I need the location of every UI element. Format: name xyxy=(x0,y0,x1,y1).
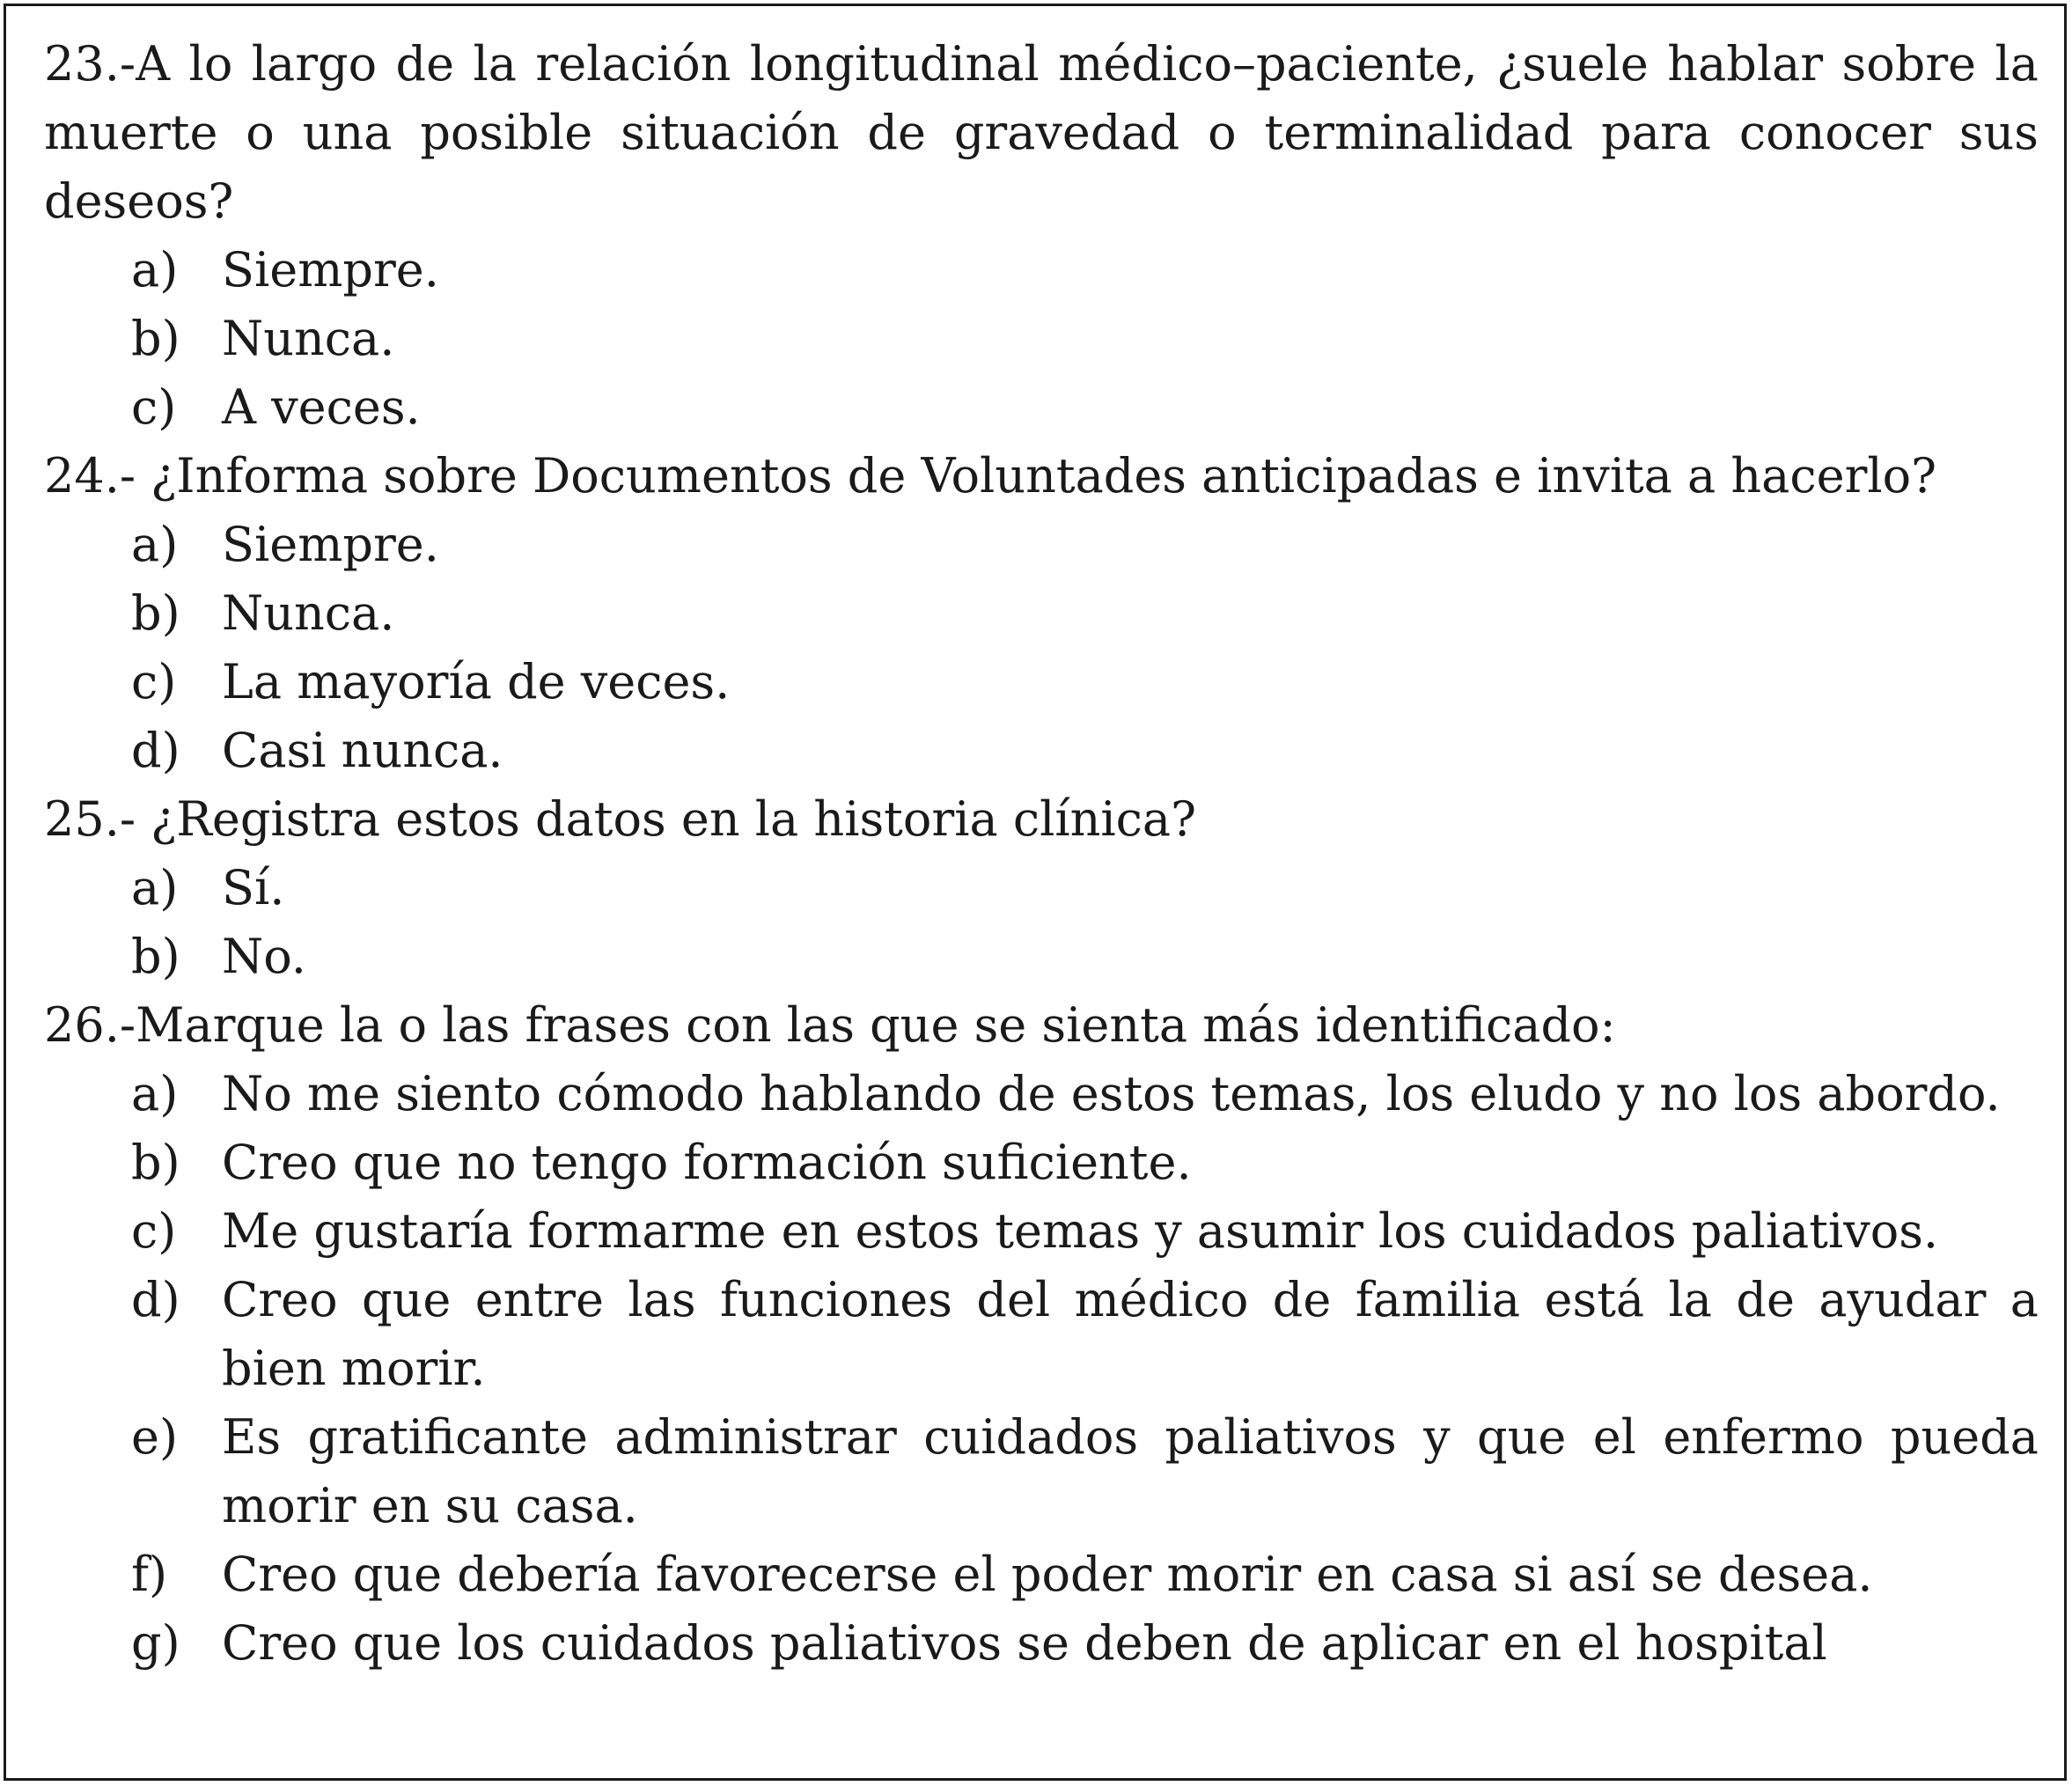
question-26-options xyxy=(44,1060,2039,1678)
option-letter: f) xyxy=(131,1547,168,1602)
option-26-b xyxy=(44,1128,2039,1197)
option-26-a xyxy=(44,1060,2039,1128)
option-letter: a) xyxy=(131,860,179,915)
option-26-f xyxy=(44,1540,2039,1609)
question-23: 23.-A lo largo de la relación longitudinal médico–paciente, ¿suele hablar sobre la muerte o una posible situación de gravedad o terminalidad para conocer sus deseos? xyxy=(44,36,2039,229)
option-26-e xyxy=(44,1403,2039,1540)
option-letter: d) xyxy=(131,1272,180,1327)
option-text: Me gustaría formarme en estos temas y asumir los cuidados paliativos. xyxy=(222,1203,1939,1259)
option-text: Creo que debería favorecerse el poder morir en casa si así se desea. xyxy=(222,1547,1873,1602)
question-24-options xyxy=(44,511,2039,785)
option-25-a xyxy=(44,854,2039,922)
questionnaire-page xyxy=(4,4,2067,1781)
option-letter: c) xyxy=(131,379,177,435)
option-23-b xyxy=(44,305,2039,373)
option-24-d xyxy=(44,717,2039,785)
option-letter: b) xyxy=(131,585,180,641)
option-23-a xyxy=(44,236,2039,305)
option-text: Sí. xyxy=(222,860,285,915)
option-26-d xyxy=(44,1266,2039,1403)
option-24-b xyxy=(44,579,2039,648)
option-text: A veces. xyxy=(222,379,421,435)
option-letter: c) xyxy=(131,654,177,709)
option-text: Creo que entre las funciones del médico de familia está la de ayudar a bien morir. xyxy=(222,1272,2039,1396)
option-text: Creo que no tengo formación suficiente. xyxy=(222,1135,1192,1190)
option-letter: a) xyxy=(131,517,179,572)
option-text: Nunca. xyxy=(222,311,395,366)
option-text: Siempre. xyxy=(222,517,439,572)
option-text: Es gratificante administrar cuidados paliativos y que el enfermo pueda morir en su casa. xyxy=(222,1409,2039,1533)
question-24: 24.- ¿Informa sobre Documentos de Voluntades anticipadas e invita a hacerlo? xyxy=(44,448,1937,503)
option-23-c xyxy=(44,373,2039,442)
option-text: Creo que los cuidados paliativos se deben de aplicar en el hospital xyxy=(222,1615,1827,1671)
option-letter: b) xyxy=(131,311,180,366)
option-letter: g) xyxy=(131,1615,180,1671)
question-25: 25.- ¿Registra estos datos en la historia clínica? xyxy=(44,791,1197,847)
option-letter: d) xyxy=(131,723,180,778)
question-25-options xyxy=(44,854,2039,991)
option-24-c xyxy=(44,648,2039,717)
questionnaire-content xyxy=(44,30,2039,1678)
option-text: La mayoría de veces. xyxy=(222,654,731,709)
option-25-b xyxy=(44,922,2039,991)
option-26-c xyxy=(44,1197,2039,1266)
option-text: Casi nunca. xyxy=(222,723,503,778)
option-text: No. xyxy=(222,929,306,984)
option-letter: b) xyxy=(131,1135,180,1190)
option-text: Siempre. xyxy=(222,242,439,298)
option-letter: c) xyxy=(131,1203,177,1259)
option-24-a xyxy=(44,511,2039,579)
option-letter: a) xyxy=(131,1066,179,1121)
question-26: 26.-Marque la o las frases con las que se sienta más identificado: xyxy=(44,997,1616,1053)
option-26-g xyxy=(44,1609,2039,1678)
option-letter: e) xyxy=(131,1409,179,1465)
question-23-options xyxy=(44,236,2039,442)
option-text: No me siento cómodo hablando de estos temas, los eludo y no los abordo. xyxy=(222,1066,2001,1121)
option-letter: b) xyxy=(131,929,180,984)
option-letter: a) xyxy=(131,242,179,298)
option-text: Nunca. xyxy=(222,585,395,641)
